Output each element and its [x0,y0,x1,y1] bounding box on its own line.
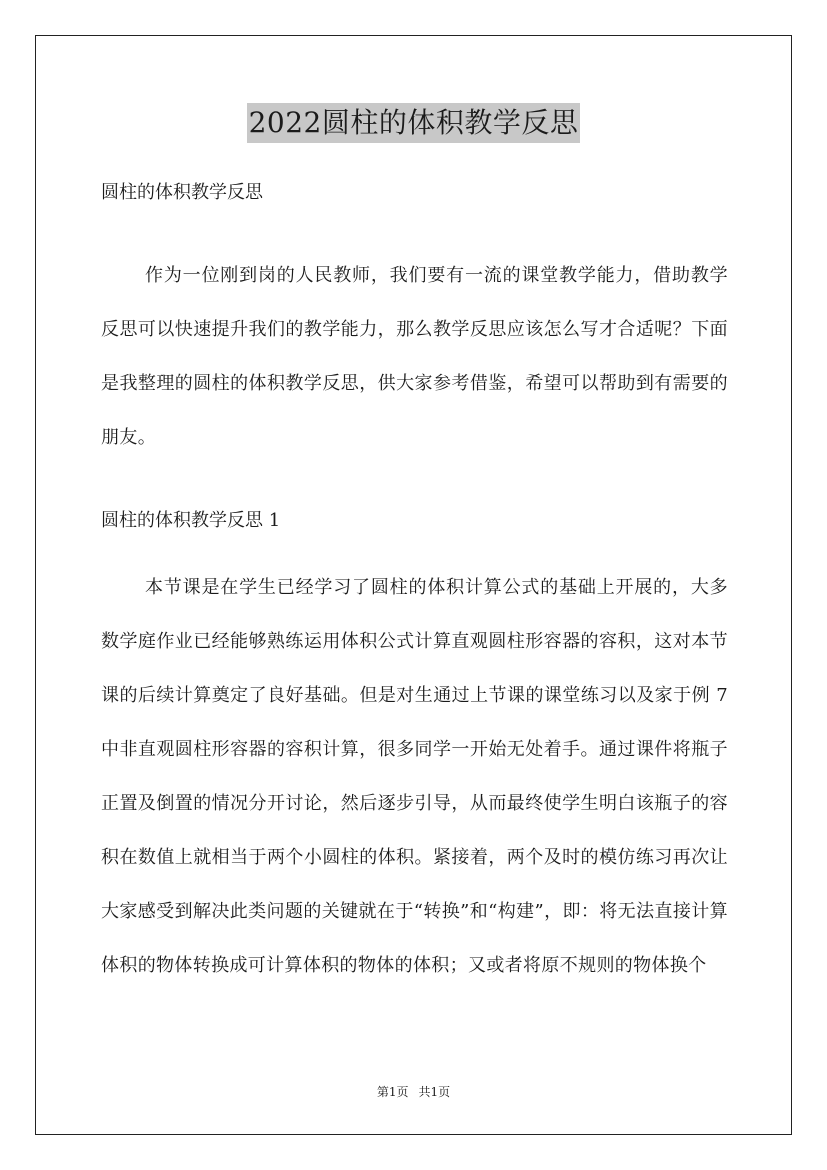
page-number: 第1页 [376,1085,409,1099]
page-footer [0,1084,827,1100]
total-pages: 共1页 [418,1085,451,1099]
document-title-text: 2022圆柱的体积教学反思 [247,103,581,143]
section-heading-intro: 圆柱的体积教学反思 [101,182,263,203]
intro-paragraph: 作为一位刚到岗的人民教师，我们要有一流的课堂教学能力，借助教学反思可以快速提升我们的教学能力，那么教学反思应该怎么写才合适呢？下面是我整理的圆柱的体积教学反思，供大家参考借鉴，希望可以帮助到有需要的朋友。 [101,265,728,448]
section-1-paragraph: 本节课是在学生已经学习了圆柱的体积计算公式的基础上开展的，大多数学庭作业已经能够熟练运用体积公式计算直观圆柱形容器的容积，这对本节课的后续计算奠定了良好基础。但是对生通过上节课的课堂练习以及家于例 7 中非直观圆柱形容器的容积计算，很多同学一开始无处着手。通过课件将瓶子正置及倒置的情况分开讨论，然后逐步引导，从而最终使学生明白该瓶子的容积在数值上就相当于两个小圆柱的体积。紧接着，两个及时的模仿练习再次让大家感受到解决此类问题的关键就在于“转换”和“构建”，即：将无法直接计算体积的物体转换成可计算体积的物体的体积；又或者将原不规则的物体换个 [101,577,728,976]
document-title [0,102,827,143]
section-heading-1: 圆柱的体积教学反思 1 [101,510,281,531]
document-body [101,175,728,993]
